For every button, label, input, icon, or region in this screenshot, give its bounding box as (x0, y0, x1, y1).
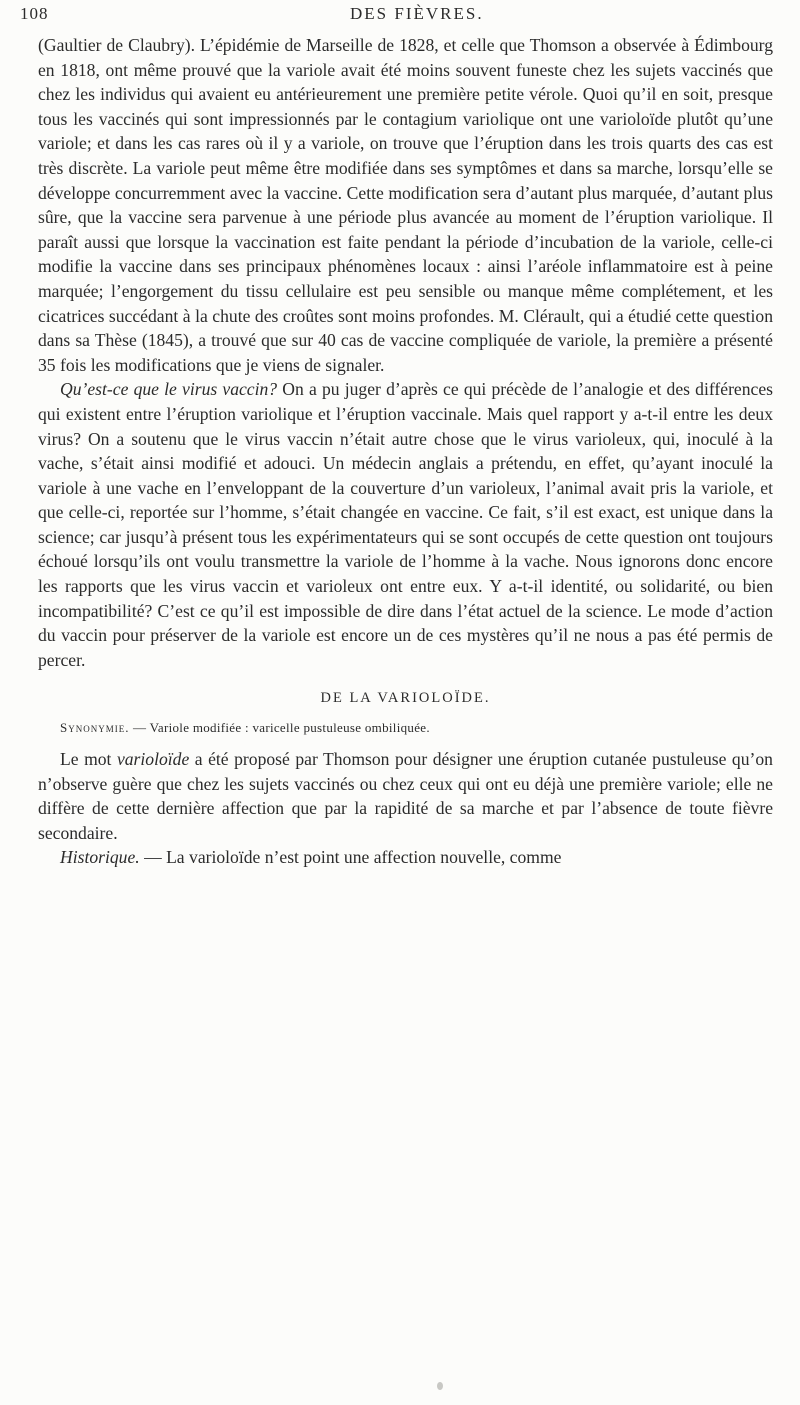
paragraph-text: On a pu juger d’après ce qui précède de l’analogie et des différences qui existent entre l’éruption variolique et l’éruption vaccinale. Mais quel rapport y a-t-il entre les deux virus? On a soutenu que le virus vaccin n’était autre chose que le virus varioleux, qui, inoculé à la vache, s’était ainsi modifié et adouci. Un médecin anglais a prétendu, en effet, qu’ayant inoculé la variole à une vache en l’enveloppant de la couverture d’un varioleux, l’animal avait pris la variole, et que celle-ci, reportée sur l’homme, s’était changée en vaccine. Ce fait, s’il est exact, est unique dans la science; car jusqu’à présent tous les expérimentateurs qui se sont occupés de cette question ont toujours échoué lorsqu’ils ont voulu transmettre la variole de l’homme à la vache. Nous ignorons donc encore les rapports que les virus vaccin et varioleux ont entre eux. Y a-t-il identité, ou solidarité, ou bien incompatibilité? C’est ce qu’il est impossible de dire dans l’état actuel de la science. Le mode d’action du vaccin pour préserver de la variole est encore un de ces mystères qu’il ne nous a pas été permis de percer. (38, 379, 774, 670)
paragraph-text: — La varioloïde n’est point une affection nouvelle, comme (139, 847, 562, 868)
synonymy-line (38, 719, 773, 737)
defined-term: varioloïde (116, 749, 190, 770)
paragraph-vaccine-modification (38, 33, 773, 377)
paragraph-definition (38, 747, 773, 845)
synonymy-label: Synonymie. (60, 720, 130, 736)
paragraph-text: a été proposé par Thomson pour désigner une éruption cutanée pustuleuse qu’on n’observe guère que chez les sujets vaccinés ou chez ceux qui ont eu déjà une première variole; elle ne diffère de cette dernière affection que par la rapidité de sa marche et par l’absence de toute fièvre secondaire. (38, 749, 773, 843)
paragraph-vaccine-virus (38, 377, 773, 672)
paragraph-text: Le mot (60, 749, 117, 770)
page-number: 108 (20, 4, 49, 23)
running-head (20, 4, 770, 30)
paragraph-history (38, 845, 773, 870)
paragraph-text: (Gaultier de Claubry). L’épidémie de Marseille de 1828, et celle que Thomson a observée à Édimbourg en 1818, ont même prouvé que la variole avait été moins souvent funeste chez les sujets vaccinés que chez les individus qui avaient eu antérieurement une première petite vérole. Quoi qu’il en soit, presque tous les vaccinés qui sont impressionnés par le contagium variolique ont une varioloïde plutôt qu’une variole; et dans les cas rares où il y a variole, on trouve que l’éruption dans les trois quarts des cas est très discrète. La variole peut même être modifiée dans ses symptômes et dans sa marche, lorsqu’elle se développe concurremment avec la vaccine. Cette modification sera d’autant plus marquée, d’autant plus sûre, que la vaccine sera parvenue à une période plus avancée au moment de l’éruption variolique. Il paraît aussi que lorsque la vaccination est faite pendant la période d’incubation de la variole, celle-ci modifie la vaccine dans ses principaux phénomènes locaux : ainsi l’aréole inflammatoire est à peine marquée; l’engorgement du tissu cellulaire est peu sensible ou manque même complétement, et les cicatrices succédant à la chute des croûtes sont moins profondes. M. Clérault, qui a étudié cette question dans sa Thèse (1845), a trouvé que sur 40 cas de vaccine compliquée de variole, la première a présenté 35 fois les modifications que je viens de signaler. (38, 35, 773, 375)
synonymy-text: — Variole modifiée : varicelle pustuleuse ombiliquée. (129, 720, 430, 736)
running-title: DES FIÈVRES. (350, 4, 484, 23)
section-heading: DE LA VARIOLOÏDE. (320, 690, 491, 707)
paragraph-lead: Historique. (60, 847, 140, 868)
paragraph-lead: Qu’est-ce que le virus vaccin? (60, 379, 278, 400)
ink-spot (437, 1382, 443, 1390)
body-text (38, 33, 773, 870)
